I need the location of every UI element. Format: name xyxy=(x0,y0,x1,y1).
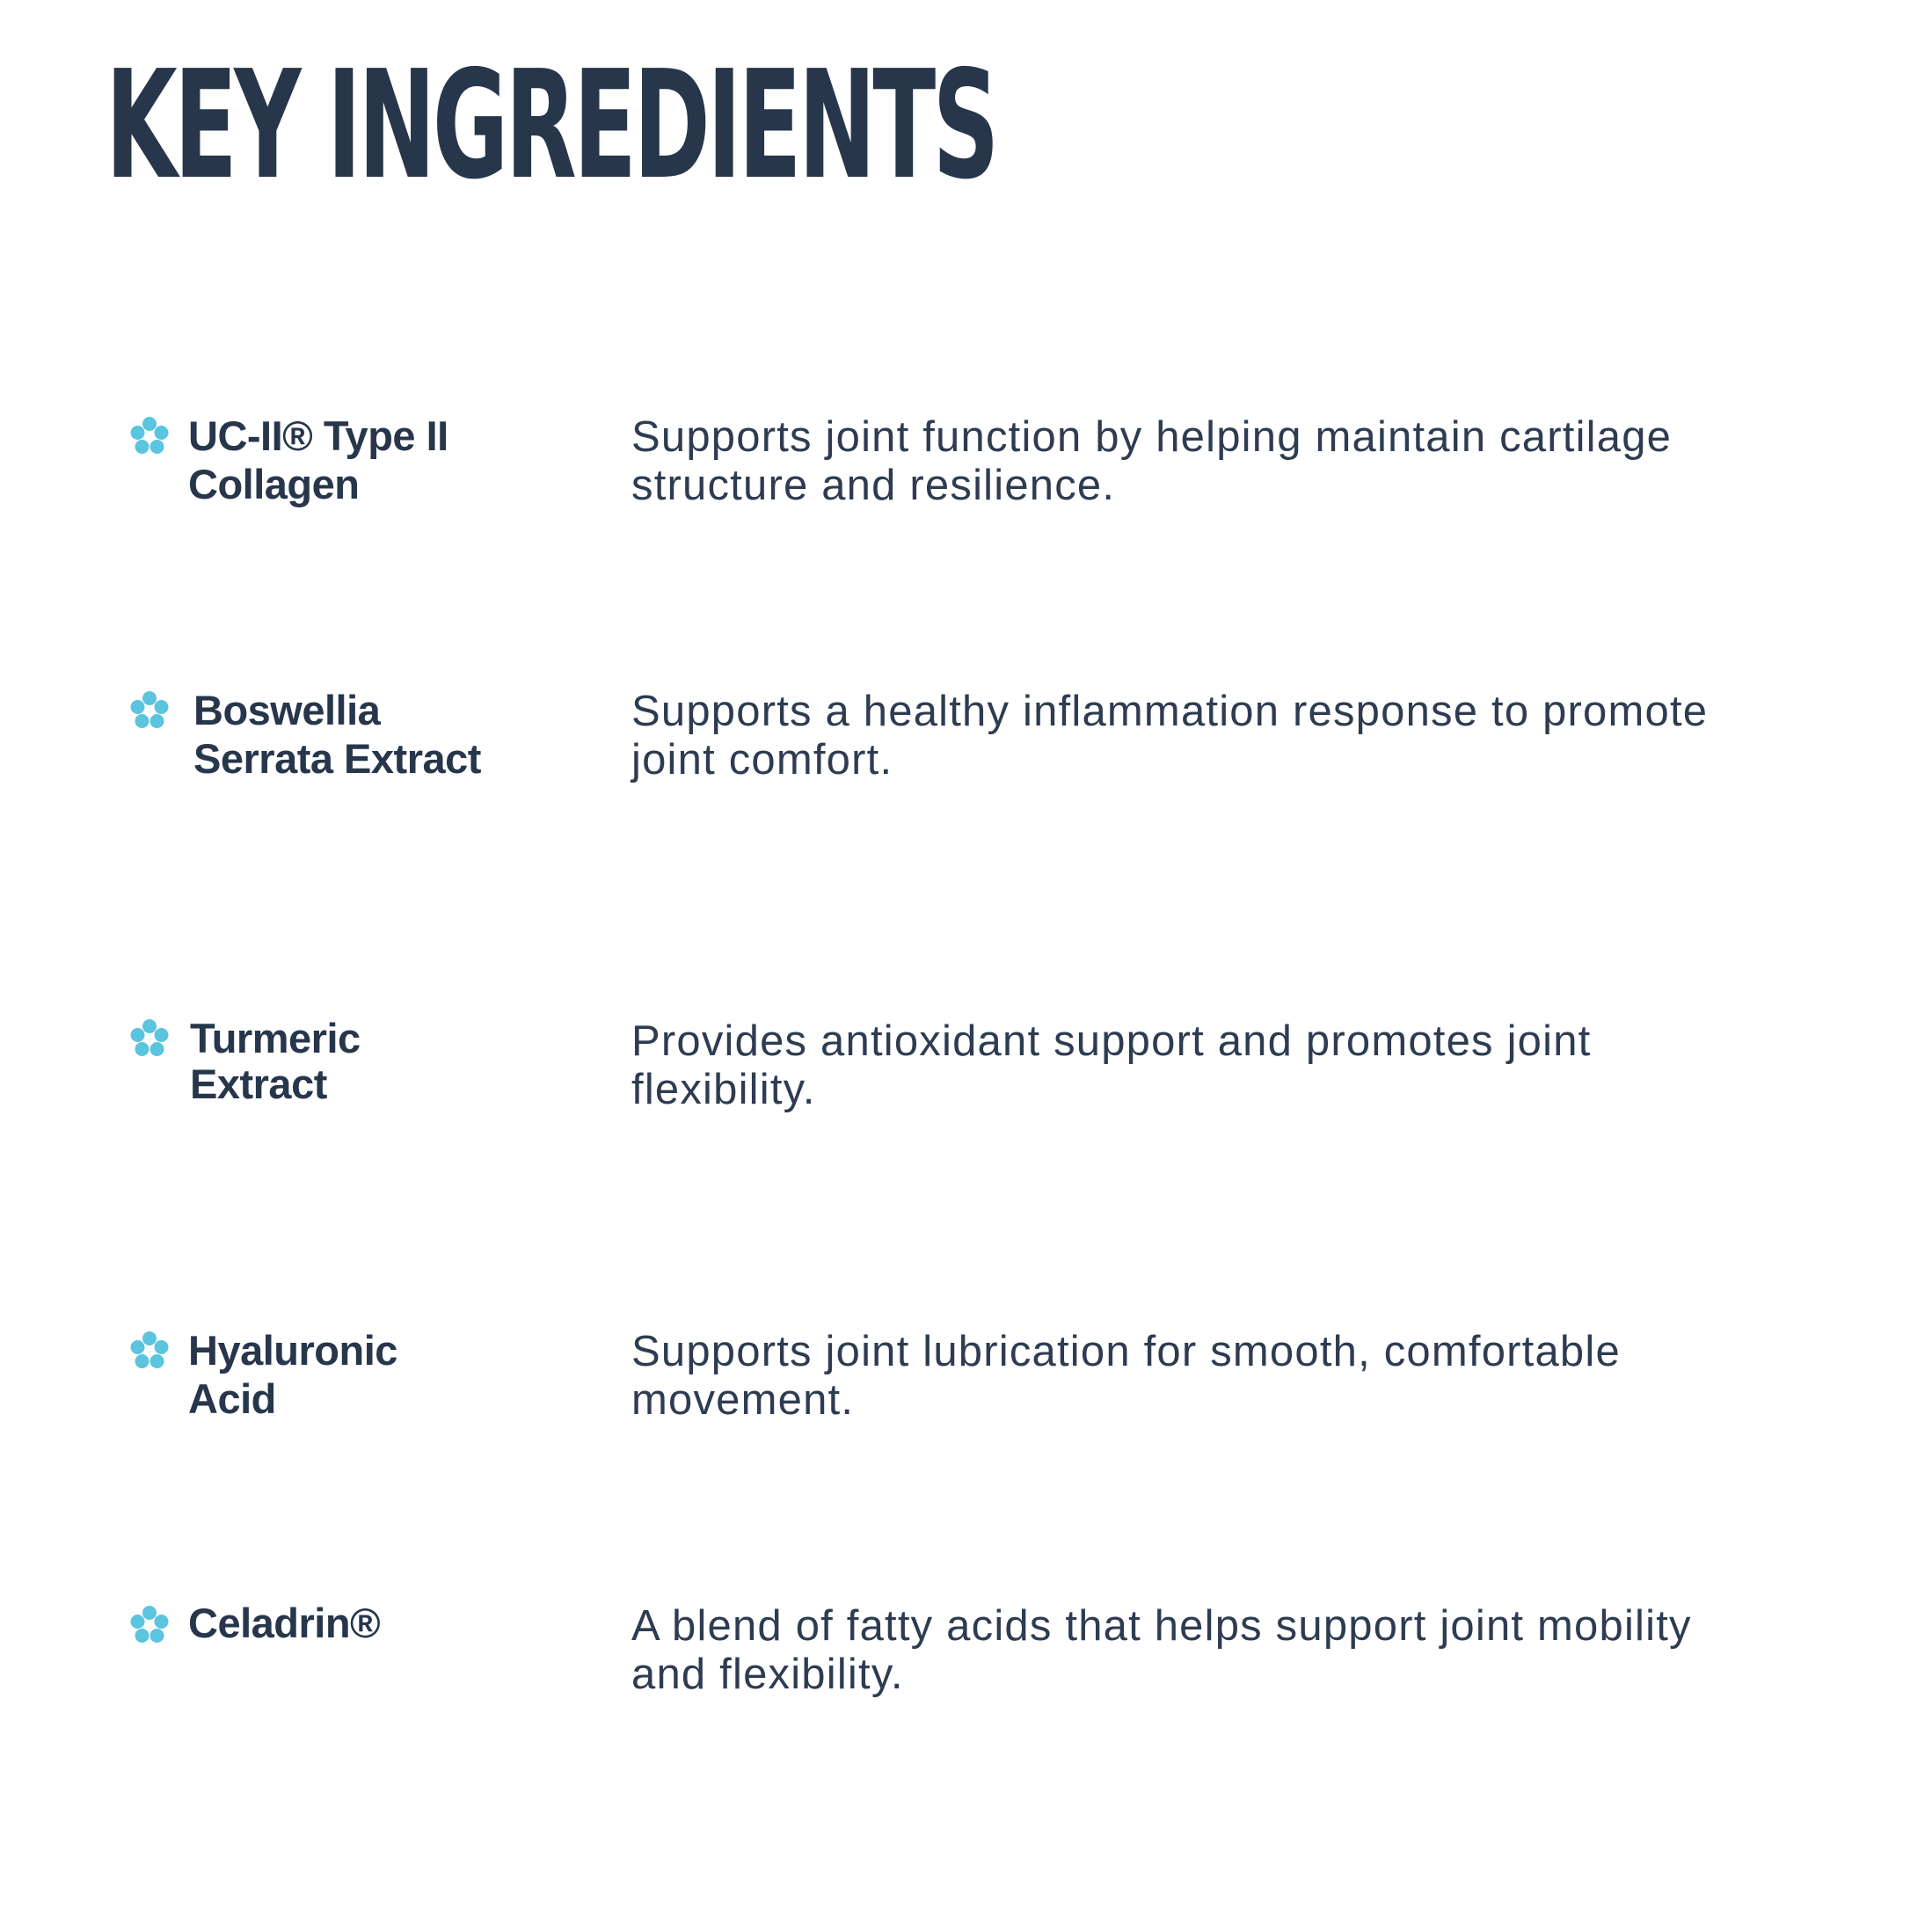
flower-icon xyxy=(128,689,171,732)
flower-icon xyxy=(128,415,171,457)
ingredient-description-line: Supports joint function by helping maintain cartilage xyxy=(631,413,1673,461)
ingredient-description-line: joint comfort. xyxy=(631,736,893,784)
ingredient-description-line: Provides antioxidant support and promotes joint xyxy=(631,1017,1592,1065)
ingredient-description xyxy=(631,688,1898,784)
flower-icon xyxy=(128,1017,171,1060)
ingredient-description-line: Supports a healthy inflammation response to promote xyxy=(631,688,1709,735)
flower-icon xyxy=(128,1604,171,1646)
ingredient-name-line: Celadrin® xyxy=(188,1600,381,1646)
ingredient-row xyxy=(0,1326,1932,1449)
ingredient-description xyxy=(631,413,1898,510)
ingredient-description-line: and flexibility. xyxy=(631,1651,904,1698)
ingredient-description-line: structure and resilience. xyxy=(631,462,1116,509)
ingredient-row xyxy=(0,686,1932,809)
ingredient-description-line: Supports joint lubrication for smooth, comfortable xyxy=(631,1328,1621,1375)
ingredient-description-line: flexibility. xyxy=(631,1066,816,1113)
ingredient-description-line: movement. xyxy=(631,1376,855,1424)
ingredient-name-line: Extract xyxy=(190,1061,327,1107)
ingredient-row xyxy=(0,412,1932,535)
page-title: KEY INGREDIENTS xyxy=(106,39,996,213)
ingredient-description xyxy=(631,1602,1898,1699)
ingredient-description-line: A blend of fatty acids that helps support joint mobility xyxy=(631,1602,1692,1650)
ingredient-name xyxy=(193,686,633,783)
ingredient-name xyxy=(188,412,628,508)
ingredient-name-line: Turmeric xyxy=(190,1015,361,1061)
ingredient-row xyxy=(0,1016,1932,1139)
ingredient-name-line: Serrata Extract xyxy=(193,735,481,782)
flower-icon-svg xyxy=(128,1330,171,1372)
flower-icon-svg xyxy=(128,1604,171,1646)
ingredient-name-line: Hyaluronic xyxy=(188,1327,397,1374)
ingredient-name xyxy=(188,1326,628,1423)
ingredient-name xyxy=(188,1599,628,1647)
ingredient-description xyxy=(631,1017,1898,1114)
ingredient-name-line: UC-II® Type II xyxy=(188,412,448,459)
flower-icon-svg xyxy=(128,1017,171,1060)
ingredient-name-line: Collagen xyxy=(188,461,360,507)
ingredient-name xyxy=(190,1016,630,1107)
flower-icon xyxy=(128,1330,171,1372)
ingredient-name-line: Boswellia xyxy=(193,687,381,733)
flower-icon-svg xyxy=(128,415,171,457)
ingredient-description xyxy=(631,1328,1898,1425)
ingredient-row xyxy=(0,1599,1932,1722)
flower-icon-svg xyxy=(128,689,171,732)
ingredient-name-line: Acid xyxy=(188,1375,276,1422)
